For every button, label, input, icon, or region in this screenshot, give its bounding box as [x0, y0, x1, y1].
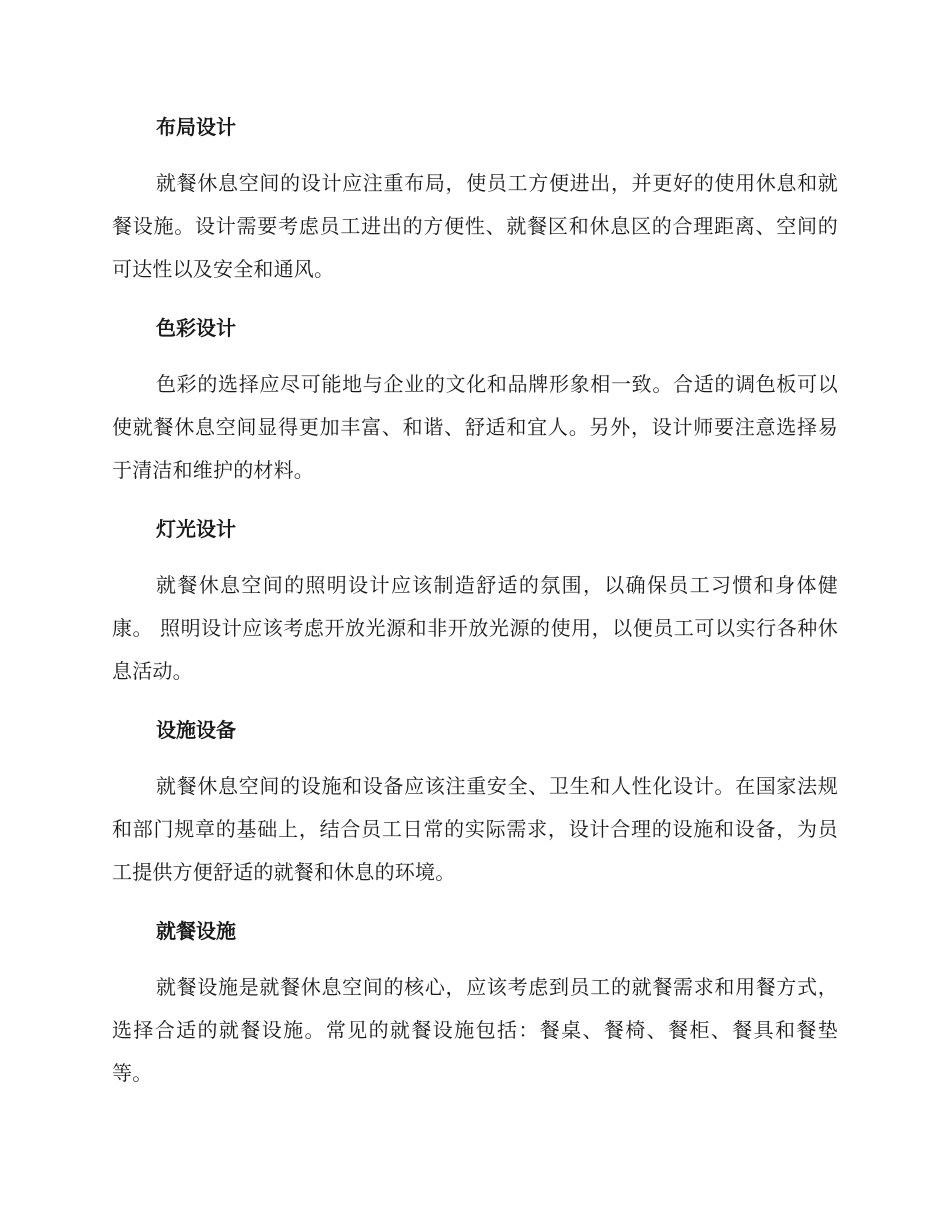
section-paragraph: 色彩的选择应尽可能地与企业的文化和品牌形象相一致。合适的调色板可以使就餐休息空间显得更加丰富、和谐、舒适和宜人。另外，设计师要注意选择易于清洁和维护的材料。	[112, 372, 838, 482]
section-paragraph: 就餐休息空间的设施和设备应该注重安全、卫生和人性化设计。在国家法规和部门规章的基础上，结合员工日常的实际需求，设计合理的设施和设备，为员工提供方便舒适的就餐和休息的环境。	[112, 774, 838, 884]
section-lighting-design	[112, 510, 838, 693]
section-paragraph: 就餐休息空间的照明设计应该制造舒适的氛围，以确保员工习惯和身体健康。 照明设计应该考虑开放光源和非开放光源的使用，以便员工可以实行各种休息活动。	[112, 573, 838, 683]
section-dining-facilities	[112, 912, 838, 1095]
section-heading: 布局设计	[156, 115, 236, 139]
section-heading: 设施设备	[156, 718, 236, 742]
section-heading: 灯光设计	[156, 517, 236, 541]
section-color-design	[112, 309, 838, 492]
section-paragraph: 就餐设施是就餐休息空间的核心，应该考虑到员工的就餐需求和用餐方式，选择合适的就餐设施。常见的就餐设施包括：餐桌、餐椅、餐柜、餐具和餐垫等。	[112, 975, 838, 1085]
section-facilities-equipment	[112, 711, 838, 894]
section-heading: 就餐设施	[156, 919, 236, 943]
section-heading: 色彩设计	[156, 316, 236, 340]
section-layout-design	[112, 108, 838, 291]
document-content	[112, 108, 838, 1113]
section-paragraph: 就餐休息空间的设计应注重布局，使员工方便进出，并更好的使用休息和就餐设施。设计需要考虑员工进出的方便性、就餐区和休息区的合理距离、空间的可达性以及安全和通风。	[112, 171, 838, 281]
